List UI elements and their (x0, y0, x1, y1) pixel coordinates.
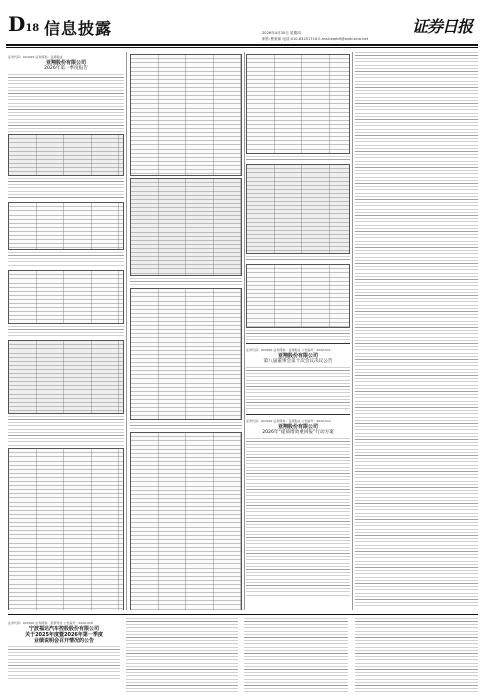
announcement-header (8, 54, 124, 72)
financial-table (8, 134, 124, 176)
announcement-divider (246, 414, 350, 415)
page-letter: D (8, 12, 26, 36)
announcement-header (8, 620, 120, 644)
newspaper-logo: 证券日报 (412, 17, 473, 36)
header-rule (6, 44, 478, 46)
shareholder-table (8, 270, 124, 324)
announcement-title-line: 业绩说明会召开情况的公告 (33, 638, 94, 644)
parent-income-table (246, 264, 350, 328)
header-rule-thin (6, 47, 478, 48)
column-2 (130, 52, 242, 610)
income-statement-table (130, 288, 242, 420)
column-divider (352, 52, 353, 610)
body-text-block (8, 252, 124, 268)
body-text-block (246, 156, 350, 162)
body-text-block (246, 256, 350, 262)
income-statement-table (130, 178, 242, 276)
issue-editor: 制作:曹秉琛 电话:010-83251716 E-mail:zqrb9@zqrb.sina.net (262, 37, 369, 41)
issue-date: 2026年4月30日 星期四 (262, 31, 301, 35)
body-text-block (8, 646, 120, 680)
body-text-block (246, 330, 350, 340)
body-text-block (355, 52, 478, 608)
bottom-body-text (355, 618, 478, 692)
announcement-company: 亚翔股份有限公司 (277, 424, 318, 430)
section-title: 信息披露 (44, 19, 113, 38)
body-text-block (8, 74, 124, 132)
announcement-title: 第八届董事会第十次会议决议公告 (263, 359, 333, 364)
announcement-company: 亚翔股份有限公司 (45, 60, 86, 66)
body-text-block (130, 278, 242, 286)
bottom-announcement (8, 618, 120, 680)
financial-table (8, 202, 124, 250)
announcement-title-line: 关于2025年度暨2026年第一季度 (25, 632, 103, 638)
column-divider (244, 52, 245, 610)
column-4 (355, 52, 478, 610)
announcement-divider (246, 343, 350, 344)
announcement-company: 宁波福达汽车控股股份有限公司 (28, 626, 99, 632)
announcement-header (246, 418, 350, 436)
page-number (8, 14, 39, 39)
announcement-title: 2026年“提质增效重回报”行动方案 (262, 430, 334, 435)
body-text-block (246, 367, 350, 411)
balance-sheet-table (130, 54, 242, 176)
issue-info (262, 31, 412, 43)
announcement-header (246, 347, 350, 365)
announcement-meta: 证券代码：603929 证券简称：亚翔集成 公告编号：2026-011 (246, 348, 331, 352)
body-text-block (8, 326, 124, 338)
bottom-body-text (126, 618, 238, 692)
body-text-block (8, 178, 124, 200)
body-text-block (130, 422, 242, 430)
balance-sheet-table (8, 448, 124, 610)
announcement-title: 2026年第一季度报告 (44, 66, 88, 71)
cash-flow-table (130, 432, 242, 610)
column-1 (8, 52, 124, 610)
masthead (0, 0, 484, 44)
balance-sheet-table (8, 340, 124, 414)
announcement-meta: 证券代码：603929 证券简称：亚翔集成 (8, 55, 63, 59)
parent-balance-table (246, 164, 350, 254)
page-num-digits: 18 (25, 23, 40, 34)
bottom-body-text (244, 618, 348, 692)
announcement-meta: 证券代码：600590 证券简称：泰豪科技 公告编号：2026-018 (8, 621, 93, 625)
body-text-block (8, 416, 124, 446)
column-divider (126, 52, 127, 610)
body-text-block (246, 438, 350, 598)
column-3 (246, 52, 350, 610)
announcement-company: 亚翔股份有限公司 (277, 353, 318, 359)
announcement-meta: 证券代码：603929 证券简称：亚翔集成 公告编号：2026-012 (246, 419, 331, 423)
cash-flow-table (246, 54, 350, 154)
